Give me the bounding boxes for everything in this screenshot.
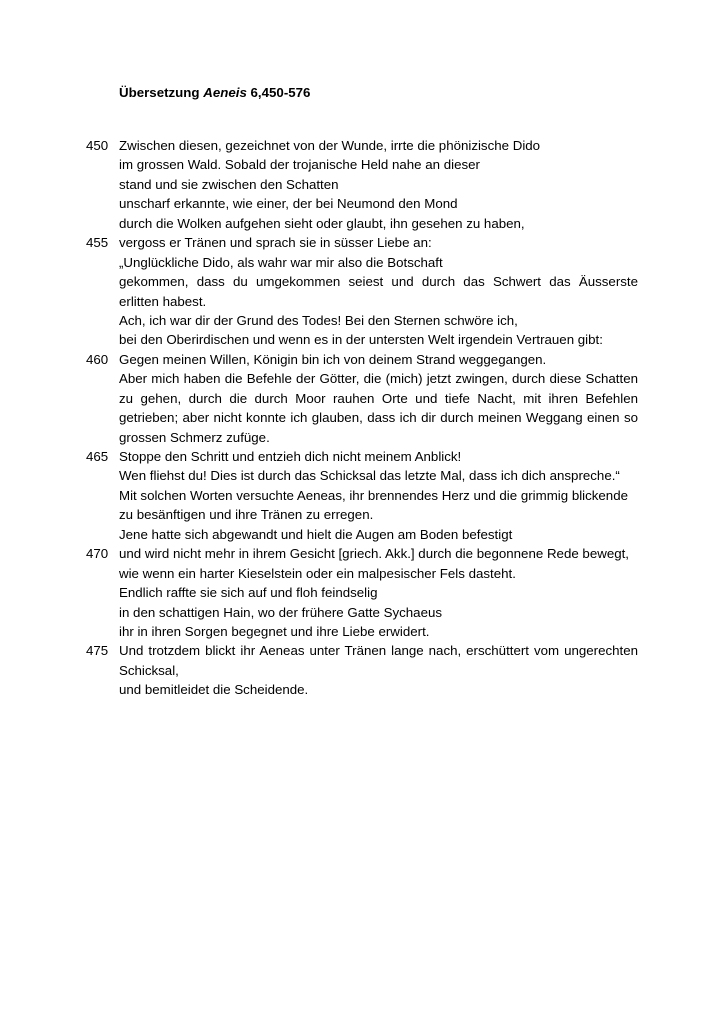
line-text: durch die Wolken aufgehen sieht oder glaubt, ihn gesehen zu haben, (119, 215, 525, 231)
text-line (0, 272, 724, 291)
line-text: Mit solchen Worten versuchte Aeneas, ihr brennendes Herz und die grimmig blickende (119, 487, 628, 503)
text-line (0, 330, 724, 349)
line-text: wie wenn ein harter Kieselstein oder ein malpesischer Fels dasteht. (119, 565, 516, 581)
line-text: und bemitleidet die Scheidende. (119, 682, 309, 698)
text-line (0, 505, 724, 524)
line-text: unscharf erkannte, wie einer, der bei Neumond den Mond (119, 196, 458, 212)
translation-text (0, 136, 724, 700)
line-text: Gegen meinen Willen, Königin bin ich von deinem Strand weggegangen. (119, 351, 547, 367)
text-line (0, 194, 724, 213)
title-work: Aeneis (203, 85, 247, 100)
line-number: 450 (86, 138, 109, 153)
line-text: bei den Oberirdischen und wenn es in der untersten Welt irgendein Vertrauen gibt: (119, 332, 603, 348)
line-text: vergoss er Tränen und sprach sie in süsser Liebe an: (119, 235, 432, 251)
line-text: Und trotzdem blickt ihr Aeneas unter Tränen lange nach, erschüttert vom ungerechten (119, 643, 638, 659)
text-line (0, 292, 724, 311)
text-line (0, 408, 724, 427)
line-text: im grossen Wald. Sobald der trojanische Held nahe an dieser (119, 157, 480, 173)
text-line (0, 466, 724, 485)
text-line (0, 544, 724, 563)
line-text: Stoppe den Schritt und entzieh dich nicht meinem Anblick! (119, 449, 462, 464)
line-text: gekommen, dass du umgekommen seiest und durch das Schwert das Äusserste (119, 274, 638, 290)
line-number: 470 (86, 546, 109, 562)
line-text: erlitten habest. (119, 293, 207, 309)
line-text: Aber mich haben die Befehle der Götter, die (mich) jetzt zwingen, durch diese Schatten (119, 371, 638, 387)
text-line (0, 661, 724, 680)
line-text: Schicksal, (119, 662, 179, 678)
line-text: getrieben; aber nicht konnte ich glauben, dass ich dir durch meinen Weggang einen so (119, 410, 638, 426)
text-line (0, 369, 724, 388)
text-line (0, 641, 724, 660)
text-line (0, 583, 724, 602)
title-prefix: Übersetzung (119, 85, 204, 100)
text-line (0, 428, 724, 447)
text-line (0, 175, 724, 194)
text-line (0, 350, 724, 369)
line-text: grossen Schmerz zufüge. (119, 429, 270, 445)
line-text: Endlich raffte sie sich auf und floh feindselig (119, 585, 378, 601)
text-line (0, 622, 724, 641)
title-suffix: 6,450-576 (246, 85, 311, 100)
text-line (0, 447, 724, 466)
line-text: zu besänftigen und ihre Tränen zu erregen. (119, 507, 374, 523)
line-text: Jene hatte sich abgewandt und hielt die Augen am Boden befestigt (119, 526, 513, 542)
line-number: 465 (86, 449, 109, 464)
line-text: „Unglückliche Dido, als wahr war mir also die Botschaft (119, 254, 443, 270)
text-line (0, 155, 724, 174)
text-line (0, 486, 724, 505)
text-line (0, 680, 724, 699)
text-line (0, 233, 724, 252)
page-title (119, 84, 310, 102)
line-text: zu gehen, durch die durch Moor rauhen Orte und tiefe Nacht, mit ihren Befehlen (119, 390, 638, 406)
text-line (0, 136, 724, 155)
line-text: ihr in ihren Sorgen begegnet und ihre Liebe erwidert. (119, 623, 430, 639)
line-text: in den schattigen Hain, wo der frühere Gatte Sychaeus (119, 604, 443, 620)
text-line (0, 253, 724, 272)
text-line (0, 311, 724, 330)
line-text: Wen fliehst du! Dies ist durch das Schicksal das letzte Mal, dass ich dich anspreche.“ (119, 468, 620, 484)
text-line (0, 603, 724, 622)
text-line (0, 564, 724, 583)
line-number: 460 (86, 351, 109, 367)
text-line (0, 389, 724, 408)
text-line (0, 214, 724, 233)
line-text: Zwischen diesen, gezeichnet von der Wunde, irrte die phönizische Dido (119, 138, 541, 153)
line-text: und wird nicht mehr in ihrem Gesicht [griech. Akk.] durch die begonnene Rede bewegt, (119, 546, 629, 562)
text-line (0, 525, 724, 544)
line-text: stand und sie zwischen den Schatten (119, 176, 339, 192)
line-number: 475 (86, 643, 109, 659)
line-text: Ach, ich war dir der Grund des Todes! Bei den Sternen schwöre ich, (119, 312, 518, 328)
line-number: 455 (86, 235, 109, 251)
